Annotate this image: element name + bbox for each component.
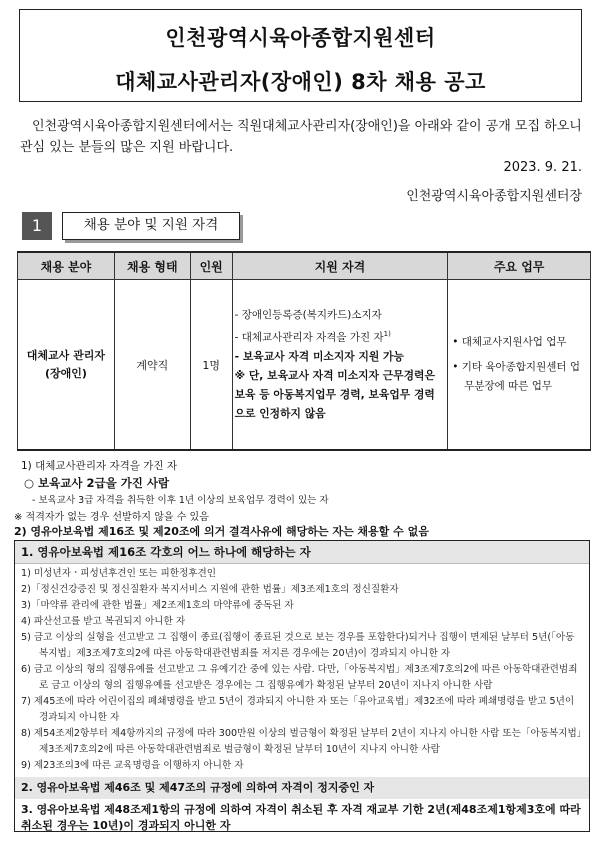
issuer-name: 인천광역시육아종합지원센터장: [406, 189, 582, 204]
type-cell: 계약직: [114, 280, 190, 451]
disq-list: [15, 564, 589, 774]
list-item: 2)「정신건강증진 및 정신질환자 복지서비스 지원에 관한 법률」제3조제1호의 정신질환자: [21, 584, 399, 595]
header-duties: 주요 업무: [448, 252, 591, 280]
header-type: 채용 형태: [114, 252, 190, 280]
recruitment-table: [17, 251, 591, 451]
footnote-2: 2) 영유아보육법 제16조 및 제20조에 의거 결격사유에 해당하는 자는 채용할 수 없음: [14, 525, 429, 538]
disqualification-box: [14, 540, 590, 832]
qual-item: - 장애인등록증(복지카드)소지자: [234, 308, 382, 321]
section-number: 1: [22, 212, 52, 240]
disq-heading: 1. 영유아보육법 제16조 각호의 어느 하나에 해당하는 자: [15, 541, 589, 564]
page-subtitle: 대체교사관리자(장애인) 8차 채용 공고: [115, 70, 486, 94]
field-cell: [18, 280, 115, 451]
list-item: 1) 미성년자ㆍ피성년후견인 또는 피한정후견인: [21, 568, 217, 579]
note-qualification: ○ 보육교사 2급을 가진 사람: [24, 476, 170, 490]
qual-note: ※ 단, 보육교사 자격 미소지자 근무경력은 보육 등 아동복지업무 경력, 보육업무 경력으로 인정하지 않음: [234, 369, 435, 421]
table-row: [18, 280, 591, 451]
list-item: 4) 파산선고를 받고 복권되지 아니한 자: [21, 616, 186, 627]
title-box: [19, 9, 582, 102]
list-item: 6) 금고 이상의 형의 집행유예를 선고받고 그 유예기간 중에 있는 사람. 다만,「아동복지법」제3조제7호의2에 따른 아동학대관련범죄로 금고 이상의 형의 집행유예를 선고받은 경우에는 그 집행유예가 확정된 날부터 20년이 지나지 아니한 사람: [21, 664, 578, 691]
note-sub: - 보육교사 3급 자격을 취득한 이후 1년 이상의 보육업무 경력이 있는 자: [32, 495, 329, 506]
announcement-date: 2023. 9. 21.: [503, 160, 582, 175]
list-item: 3)「마약류 관리에 관한 법률」제2조제1호의 마약류에 중독된 자: [21, 600, 294, 611]
list-item: 9) 제23조의3에 따른 교육명령을 이행하지 아니한 자: [21, 760, 244, 771]
list-item: 7) 제45조에 따라 어린이집의 폐쇄명령을 받고 5년이 경과되지 아니한 자 또는「유아교육법」제32조에 따라 폐쇄명령을 받고 5년이 경과되지 아니한 자: [21, 696, 575, 723]
disq-item-3: 3. 영유아보육법 제48조제1항의 규정에 의하여 자격이 취소된 후 자격 재교부 기한 2년(제48조제1항제3호에 따라 취소된 경우는 10년)이 경과되지 아니한 자: [21, 803, 581, 832]
table-header-row: [18, 252, 591, 280]
header-qualification: 지원 자격: [232, 252, 448, 280]
intro-text: 인천광역시육아종합지원센터에서는 직원대체교사관리자(장애인)을 아래와 같이 공개 모집 하오니 관심 있는 분들의 많은 지원 바랍니다.: [20, 119, 582, 155]
disq-item-2: 2. 영유아보육법 제46조 및 제47조의 규정에 의하여 자격이 정지중인 자: [15, 777, 589, 799]
qual-item: - 보육교사 자격 미소지자 지원 가능: [234, 350, 404, 364]
footnote-1: 1) 대체교사관리자 자격을 가진 자: [21, 460, 177, 472]
footnote-marker: 1): [383, 329, 391, 338]
note-warning: ※ 적격자가 없는 경우 선발하지 않을 수 있음: [14, 512, 209, 523]
duties-cell: [448, 280, 591, 451]
page-title: 인천광역시육아종합지원센터: [165, 26, 436, 50]
field-name: 대체교사 관리자: [26, 348, 106, 362]
qual-item: - 대체교사관리자 자격을 가진 자$^{1)}$: [234, 329, 391, 344]
list-item: 8) 제54조제2항부터 제4항까지의 규정에 따라 300만원 이상의 벌금형이 확정된 날부터 2년이 지나지 아니한 사람 또는「아동복지법」제3조제7호의2에 따른 아동학대관련범죄로 벌금형이 확정된 날부터 10년이 지나지 아니한 사람: [21, 728, 582, 755]
qualification-cell: [232, 280, 448, 451]
count-cell: 1명: [190, 280, 232, 451]
field-subname: (장애인): [44, 366, 87, 380]
duty-item: • 기타 육아종합지원센터 업무분장에 따른 업무: [452, 361, 580, 392]
header-field: 채용 분야: [18, 252, 115, 280]
duty-item: • 대체교사지원사업 업무: [452, 336, 567, 348]
list-item: 5) 금고 이상의 실형을 선고받고 그 집행이 종료(집행이 종료된 것으로 보는 경우를 포함한다)되거나 집행이 면제된 날부터 5년(「아동복지법」제3조제7호의2에 따른 아동학대관련범죄를 저지른 경우에는 20년)이 경과되지 아니한 자: [21, 632, 575, 659]
section-title: 채용 분야 및 지원 자격: [62, 212, 240, 240]
header-count: 인원: [190, 252, 232, 280]
